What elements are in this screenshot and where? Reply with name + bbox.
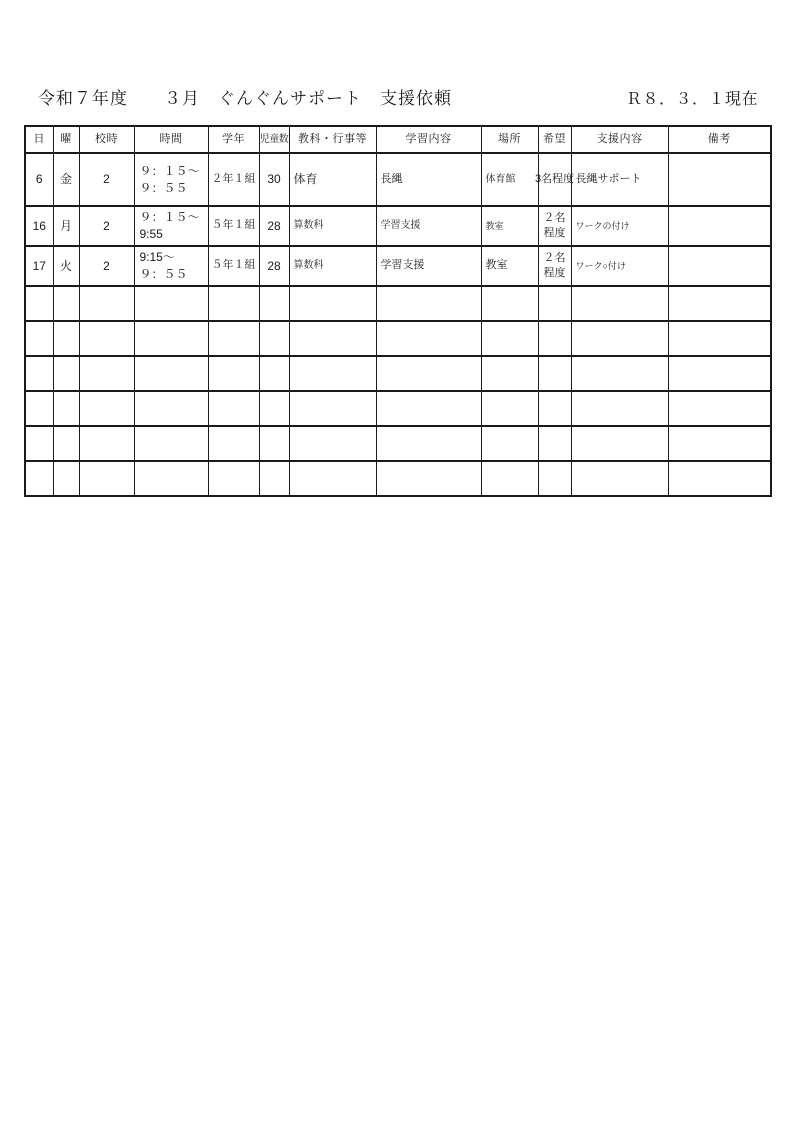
cell-grade: ２年１組 <box>208 153 259 206</box>
empty-row <box>25 356 771 391</box>
cell-time <box>134 153 208 206</box>
col-header-day: 日 <box>25 126 53 153</box>
cell-request-line1: ２名 <box>543 251 566 264</box>
col-header-place: 場所 <box>481 126 538 153</box>
cell-subject: 体育 <box>289 153 376 206</box>
table-row <box>25 153 771 206</box>
cell-time-line1: ９：１５～ <box>139 210 200 225</box>
cell-day: 6 <box>25 153 53 206</box>
col-header-time: 時間 <box>134 126 208 153</box>
cell-support: ワークの付け <box>571 206 668 246</box>
date-stamp: Ｒ８．３．１現在 <box>625 91 758 108</box>
cell-grade: ５年１組 <box>208 206 259 246</box>
cell-notes <box>668 206 771 246</box>
cell-period: 2 <box>79 246 134 286</box>
cell-students: 30 <box>259 153 289 206</box>
cell-content: 学習支援 <box>376 206 481 246</box>
empty-row <box>25 461 771 496</box>
col-header-subject: 教科・行事等 <box>289 126 376 153</box>
cell-time-line2: 9:55 <box>139 227 163 241</box>
cell-weekday: 月 <box>53 206 79 246</box>
col-header-period: 校時 <box>79 126 134 153</box>
cell-request <box>538 206 571 246</box>
cell-content: 学習支援 <box>376 246 481 286</box>
cell-grade: ５年１組 <box>208 246 259 286</box>
table-row <box>25 246 771 286</box>
cell-students: 28 <box>259 206 289 246</box>
cell-time-line1: 9:15～ <box>139 250 175 265</box>
cell-place: 体育館 <box>481 153 538 206</box>
cell-time <box>134 206 208 246</box>
empty-row <box>25 321 771 356</box>
cell-notes <box>668 246 771 286</box>
col-header-notes: 備考 <box>668 126 771 153</box>
cell-request-line2: 程度 <box>543 267 566 279</box>
cell-weekday: 火 <box>53 246 79 286</box>
cell-place: 教室 <box>481 206 538 246</box>
header-row <box>25 126 771 153</box>
cell-request-text: 3名程度 <box>534 172 575 185</box>
empty-row <box>25 391 771 426</box>
cell-students: 28 <box>259 246 289 286</box>
cell-content: 長縄 <box>376 153 481 206</box>
support-request-table <box>24 125 772 497</box>
empty-row <box>25 426 771 461</box>
cell-request <box>538 246 571 286</box>
cell-weekday: 金 <box>53 153 79 206</box>
col-header-content: 学習内容 <box>376 126 481 153</box>
cell-day: 17 <box>25 246 53 286</box>
cell-period: 2 <box>79 206 134 246</box>
table-row <box>25 206 771 246</box>
cell-day: 16 <box>25 206 53 246</box>
page-title: 令和７年度 ３月 ぐんぐんサポート 支援依頼 <box>38 89 452 108</box>
cell-support: ワーク○付け <box>571 246 668 286</box>
col-header-students-label: 児童数 <box>259 133 289 145</box>
cell-time-line1: ９：１５～ <box>139 163 200 178</box>
col-header-weekday: 曜 <box>53 126 79 153</box>
col-header-students <box>259 126 289 153</box>
cell-request-line1: ２名 <box>543 211 566 224</box>
empty-row <box>25 286 771 321</box>
cell-notes <box>668 153 771 206</box>
col-header-grade: 学年 <box>208 126 259 153</box>
col-header-request: 希望 <box>538 126 571 153</box>
cell-period: 2 <box>79 153 134 206</box>
cell-time <box>134 246 208 286</box>
cell-request-line2: 程度 <box>543 227 566 239</box>
cell-subject: 算数科 <box>289 246 376 286</box>
cell-place: 教室 <box>481 246 538 286</box>
cell-subject: 算数科 <box>289 206 376 246</box>
cell-request <box>534 153 575 206</box>
table-container <box>24 125 772 497</box>
title-row <box>38 84 758 109</box>
cell-support: 長縄サポート <box>571 153 668 206</box>
col-header-support: 支援内容 <box>571 126 668 153</box>
cell-time-line2: ９：５５ <box>139 180 188 195</box>
cell-time-line2: ９：５５ <box>139 267 188 281</box>
